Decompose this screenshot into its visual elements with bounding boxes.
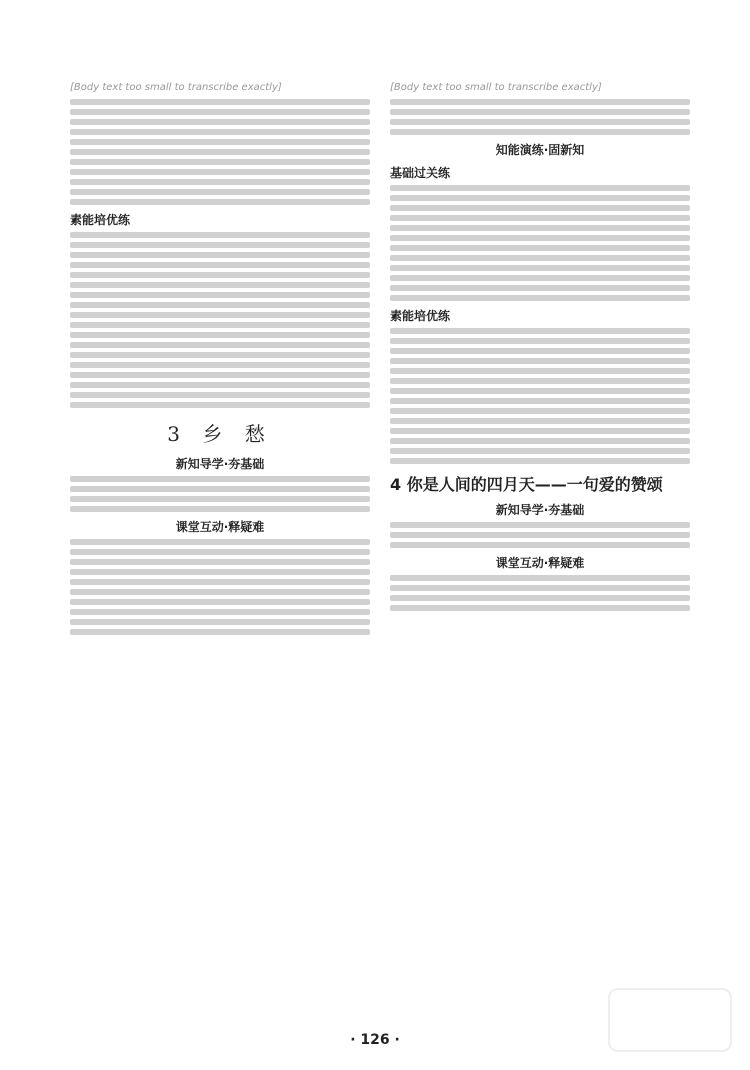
right-answer-block-1 [390,80,690,135]
section-heading: 新知导学·夯基础 [175,457,265,471]
left-answer-block-3 [70,476,370,512]
right-answer-block-2 [390,185,690,301]
left-answer-block-2 [70,232,370,408]
section-heading: 新知导学·夯基础 [495,503,585,517]
section-heading: 素能培优练 [390,309,451,323]
chapter-title: 3 乡 愁 [167,422,273,446]
right-column [390,80,690,1010]
illegible-text: [Body text too small to transcribe exactly] [390,82,602,93]
section-heading: 课堂互动·释疑难 [495,556,585,570]
right-answer-block-4 [390,522,690,548]
watermark-logo [608,988,732,1052]
left-answer-block-4 [70,539,370,635]
left-answer-block-1 [70,80,370,205]
section-heading: 素能培优练 [70,213,131,227]
right-answer-block-5 [390,575,690,611]
section-heading: 课堂互动·释疑难 [175,520,265,534]
right-answer-block-3 [390,328,690,464]
illegible-text: [Body text too small to transcribe exactly] [70,82,282,93]
page [70,80,690,1010]
section-heading: 知能演练·固新知 [495,143,585,157]
section-heading: 基础过关练 [390,166,451,180]
left-column [70,80,370,1010]
page-number: · 126 · [350,1032,400,1048]
chapter-title: 4 你是人间的四月天——一句爱的赞颂 [390,475,663,494]
